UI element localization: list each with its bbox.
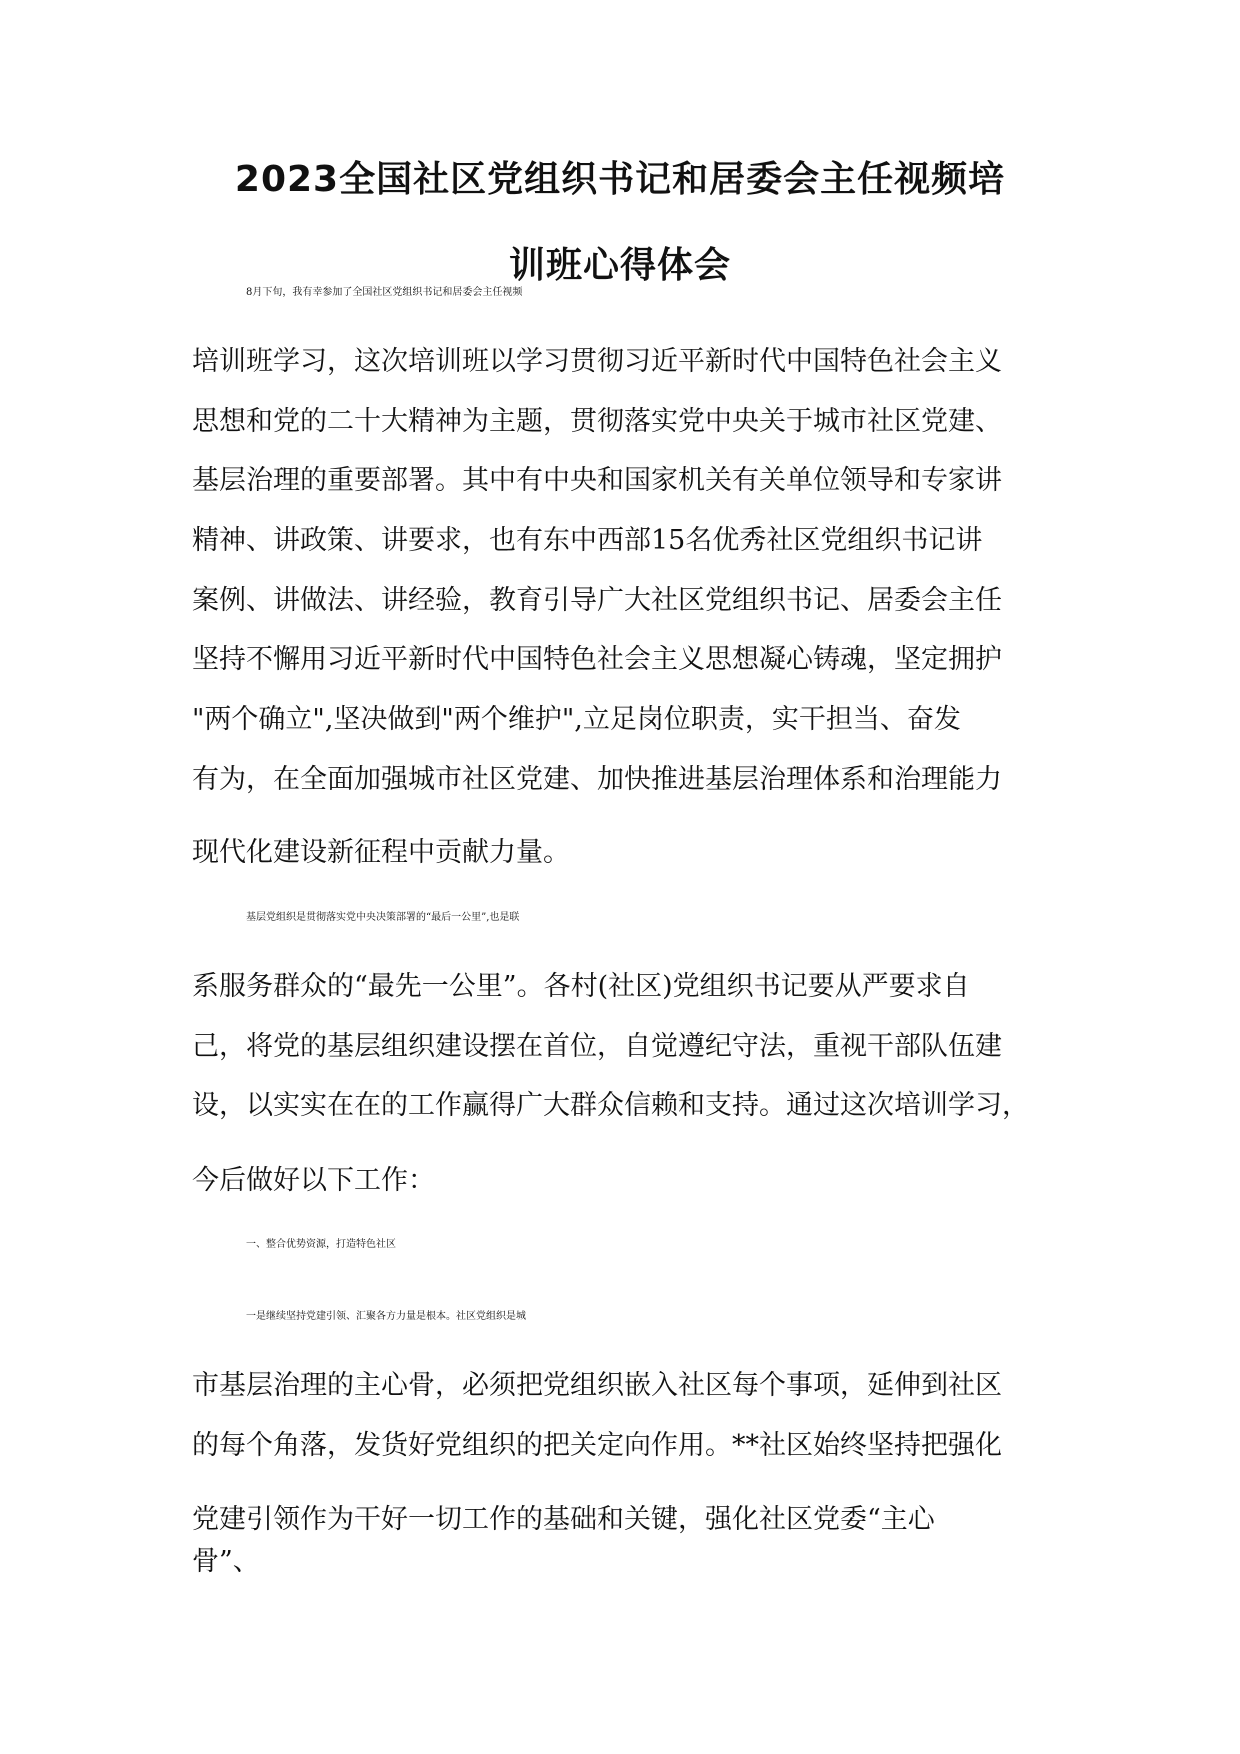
document-title-line-1: 2023全国社区党组织书记和居委会主任视频培 <box>234 159 1006 200</box>
text-line-3: 思想和党的二十大精神为主题，贯彻落实党中央关于城市社区党建、 <box>192 406 1002 437</box>
text-line-1: 8月下旬，我有幸参加了全国社区党组织书记和居委会主任视频 <box>246 287 523 298</box>
section-heading-1: 一、整合优势资源，打造特色社区 <box>246 1239 396 1250</box>
text-line-8: "两个确立",坚决做到"两个维护",立足岗位职责，实干担当、奋发 <box>192 704 961 735</box>
text-line-6: 案例、讲做法、讲经验，教育引导广大社区党组织书记、居委会主任 <box>192 585 1002 616</box>
text-line-12: 系服务群众的“最先一公里”。各村(社区)党组织书记要从严要求自 <box>192 971 970 1002</box>
text-line-15: 今后做好以下工作： <box>192 1165 435 1196</box>
text-line-21: 骨”、 <box>192 1546 260 1577</box>
document-title-line-2: 训班心得体会 <box>508 245 731 286</box>
text-line-4: 基层治理的重要部署。其中有中央和国家机关有关单位领导和专家讲 <box>192 465 1002 496</box>
text-line-13: 己，将党的基层组织建设摆在首位，自觉遵纪守法，重视干部队伍建 <box>192 1031 1002 1062</box>
text-line-17: 一是继续坚持党建引领、汇聚各方力量是根本。社区党组织是城 <box>246 1311 526 1322</box>
text-line-2: 培训班学习，这次培训班以学习贯彻习近平新时代中国特色社会主义 <box>192 346 1002 377</box>
text-line-5: 精神、讲政策、讲要求，也有东中西部15名优秀社区党组织书记讲 <box>192 525 983 556</box>
text-line-20: 党建引领作为干好一切工作的基础和关键，强化社区党委“主心 <box>192 1504 935 1535</box>
text-line-10: 现代化建设新征程中贡献力量。 <box>192 837 570 868</box>
text-line-7: 坚持不懈用习近平新时代中国特色社会主义思想凝心铸魂，坚定拥护 <box>192 644 1002 675</box>
text-line-11: 基层党组织是贯彻落实党中央决策部署的“最后一公里”,也是联 <box>246 912 520 923</box>
text-line-14: 设，以实实在在的工作赢得广大群众信赖和支持。通过这次培训学习， <box>192 1090 1029 1121</box>
text-line-19: 的每个角落，发货好党组织的把关定向作用。**社区始终坚持把强化 <box>192 1430 1002 1461</box>
text-line-9: 有为，在全面加强城市社区党建、加快推进基层治理体系和治理能力 <box>192 764 1002 795</box>
text-line-18: 市基层治理的主心骨，必须把党组织嵌入社区每个事项，延伸到社区 <box>192 1370 1002 1401</box>
